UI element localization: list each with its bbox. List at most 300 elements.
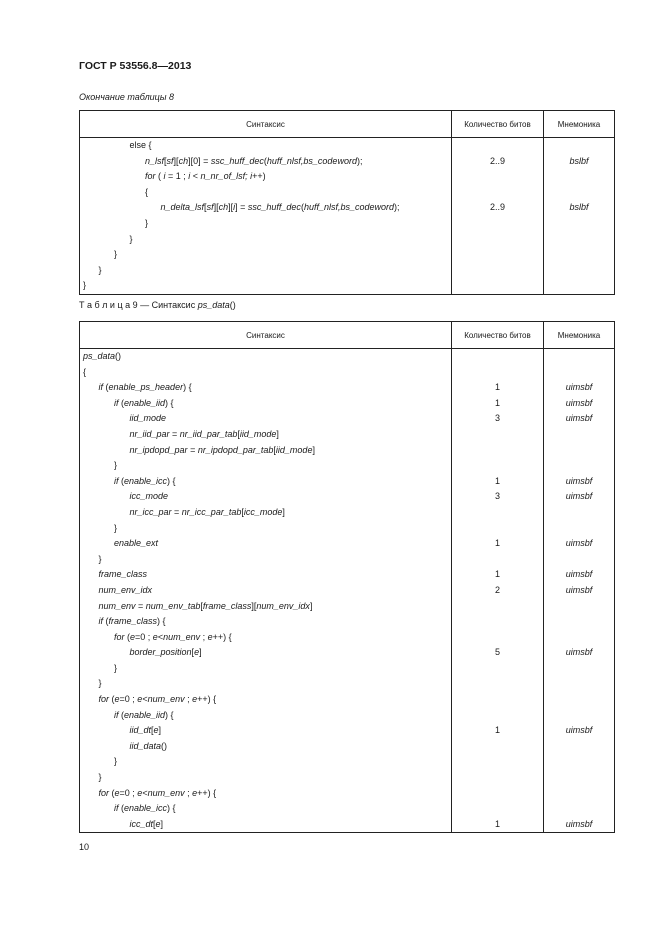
mnemonic-cell: uimsbf <box>544 411 615 427</box>
syntax-token: ][0] = <box>188 155 211 166</box>
bits-cell: 3 <box>452 489 544 505</box>
syntax-token: ) { <box>183 382 192 393</box>
syntax-cell <box>80 396 452 412</box>
bits-cell: 1 <box>452 536 544 552</box>
table-row <box>80 200 615 216</box>
syntax-token: [ <box>204 202 207 213</box>
table-row <box>80 661 615 677</box>
syntax-token: i <box>233 202 236 213</box>
mnemonic-cell: uimsbf <box>544 489 615 505</box>
bits-cell <box>452 801 544 817</box>
bits-cell <box>452 427 544 443</box>
mnemonic-cell <box>544 365 615 381</box>
syntax-token: ps_data <box>83 351 116 361</box>
bits-cell <box>452 365 544 381</box>
table-row <box>80 723 615 739</box>
mnemonic-cell <box>544 458 615 474</box>
syntax-cell <box>80 474 452 490</box>
table-header-row <box>80 322 615 349</box>
table-row <box>80 676 615 692</box>
syntax-token: ++) { <box>212 631 232 642</box>
syntax-token: if <box>98 382 103 393</box>
syntax-token: ( <box>118 709 124 720</box>
syntax-token: e <box>137 694 143 705</box>
mnemonic-cell <box>544 263 615 279</box>
table-row <box>80 754 615 770</box>
bits-cell <box>452 599 544 615</box>
syntax-cell <box>80 521 452 537</box>
syntax-token: < <box>190 171 201 182</box>
syntax-token: enable_icc <box>124 475 168 486</box>
bits-cell <box>452 786 544 802</box>
syntax-token: } <box>145 217 149 228</box>
bits-cell: 1 <box>452 817 544 833</box>
syntax-token: enable_ext <box>114 538 159 549</box>
bits-cell: 1 <box>452 396 544 412</box>
syntax-token: ) { <box>165 709 174 720</box>
syntax-token: if <box>98 616 103 627</box>
syntax-token: num_env_tab <box>145 600 201 611</box>
mnemonic-cell: uimsbf <box>544 645 615 661</box>
mnemonic-cell: bslbf <box>544 200 615 216</box>
mnemonic-cell <box>544 278 615 294</box>
bits-cell <box>452 676 544 692</box>
bits-cell: 2 <box>452 583 544 599</box>
syntax-token: < <box>157 631 164 642</box>
table-row <box>80 411 615 427</box>
syntax-token: ] <box>282 506 285 517</box>
syntax-token: ( <box>109 787 115 798</box>
syntax-token: e <box>137 787 143 798</box>
syntax-token: border_position <box>129 647 192 658</box>
syntax-cell <box>80 739 452 755</box>
syntax-token: e <box>114 787 120 798</box>
mnemonic-cell <box>544 614 615 630</box>
syntax-token: ++) { <box>197 787 217 798</box>
syntax-cell <box>80 427 452 443</box>
syntax-cell <box>80 567 452 583</box>
table-row <box>80 505 615 521</box>
table-row <box>80 599 615 615</box>
syntax-token: ; <box>184 787 193 798</box>
syntax-token: num_env_idx <box>98 584 153 595</box>
page-number: 10 <box>79 842 90 852</box>
syntax-token: [ <box>164 155 167 166</box>
syntax-token: nr_iid_par <box>129 428 170 439</box>
bits-cell: 1 <box>452 380 544 396</box>
mnemonic-cell <box>544 443 615 459</box>
column-header-syntax: Синтаксис <box>80 111 452 138</box>
syntax-token: num_env_idx <box>256 600 310 611</box>
table-row <box>80 263 615 279</box>
column-header-bits: Количество битов <box>452 111 544 138</box>
syntax-token: ] <box>312 444 315 455</box>
syntax-token: icc_mode <box>243 506 283 517</box>
syntax-token: iid_data <box>129 740 162 751</box>
syntax-cell <box>80 138 452 154</box>
syntax-cell <box>80 754 452 770</box>
table-row <box>80 567 615 583</box>
syntax-token: =0 ; <box>119 787 138 798</box>
syntax-token: ( <box>124 631 131 642</box>
syntax-cell <box>80 349 452 365</box>
table-row <box>80 630 615 646</box>
table-row <box>80 232 615 248</box>
syntax-token: enable_ps_header <box>108 382 184 393</box>
bits-cell <box>452 278 544 294</box>
syntax-token: e <box>155 818 161 829</box>
bits-cell <box>452 521 544 537</box>
syntax-token: ( <box>300 202 304 213</box>
mnemonic-cell <box>544 661 615 677</box>
syntax-token: nr_ipdopd_par_tab <box>197 444 274 455</box>
syntax-token: i <box>188 171 191 182</box>
syntax-token: n_nr_of_lsf; i <box>200 171 253 182</box>
mnemonic-cell <box>544 505 615 521</box>
table-row <box>80 396 615 412</box>
syntax-cell <box>80 458 452 474</box>
syntax-cell <box>80 708 452 724</box>
table8-end <box>79 110 615 295</box>
syntax-token: } <box>98 678 102 689</box>
bits-cell: 3 <box>452 411 544 427</box>
bits-cell <box>452 169 544 185</box>
syntax-token: nr_ipdopd_par <box>129 444 188 455</box>
column-header-bits: Количество битов <box>452 322 544 349</box>
syntax-token: } <box>83 280 87 291</box>
syntax-cell <box>80 263 452 279</box>
table9-body <box>80 349 615 833</box>
syntax-cell <box>80 411 452 427</box>
syntax-token: ch <box>218 202 229 213</box>
syntax-cell <box>80 365 452 381</box>
bits-cell <box>452 614 544 630</box>
syntax-token: ; <box>184 694 193 705</box>
syntax-token: } <box>98 772 102 783</box>
mnemonic-cell <box>544 232 615 248</box>
table-row <box>80 708 615 724</box>
bits-cell <box>452 443 544 459</box>
syntax-token: ][ <box>228 202 234 213</box>
table9-caption-prefix: Т а б л и ц а 9 — Синтаксис <box>79 300 198 310</box>
syntax-cell <box>80 489 452 505</box>
syntax-token: num_env <box>163 631 201 642</box>
bits-cell <box>452 232 544 248</box>
syntax-cell <box>80 536 452 552</box>
syntax-token: iid_dt <box>129 725 152 736</box>
mnemonic-cell: uimsbf <box>544 567 615 583</box>
syntax-token: ( <box>118 397 124 408</box>
table-row <box>80 278 615 294</box>
syntax-token: ) { <box>167 475 176 486</box>
bits-cell <box>452 630 544 646</box>
bits-cell <box>452 458 544 474</box>
syntax-token: < <box>142 694 148 705</box>
table-row <box>80 169 615 185</box>
table-row <box>80 645 615 661</box>
syntax-cell <box>80 583 452 599</box>
syntax-cell <box>80 169 452 185</box>
syntax-cell <box>80 599 452 615</box>
syntax-token: () <box>115 351 122 361</box>
bits-cell <box>452 505 544 521</box>
syntax-token: e <box>207 631 213 642</box>
syntax-token: ssc_huff_dec <box>247 202 301 213</box>
syntax-token: sf <box>166 155 174 166</box>
syntax-token: () <box>161 740 168 751</box>
syntax-token: ch <box>178 155 189 166</box>
mnemonic-cell: uimsbf <box>544 817 615 833</box>
syntax-token: iid_mode <box>129 413 167 424</box>
syntax-token: ] <box>160 818 164 829</box>
syntax-cell <box>80 723 452 739</box>
syntax-token: e <box>152 631 158 642</box>
syntax-token: else { <box>129 140 152 150</box>
column-header-syntax: Синтаксис <box>80 322 452 349</box>
table-row <box>80 489 615 505</box>
syntax-token: ( <box>103 616 109 627</box>
syntax-token: } <box>129 233 133 244</box>
table-row <box>80 138 615 154</box>
table9-caption-suffix: () <box>229 300 236 310</box>
table-row <box>80 380 615 396</box>
syntax-token: } <box>114 460 118 471</box>
syntax-token: huff_nlsf,bs_codeword <box>303 202 394 213</box>
table-row <box>80 770 615 786</box>
bits-cell <box>452 247 544 263</box>
syntax-token: ; <box>200 631 208 642</box>
mnemonic-cell <box>544 138 615 154</box>
syntax-token: n_lsf <box>145 155 165 166</box>
syntax-token: ); <box>356 155 363 166</box>
mnemonic-cell: bslbf <box>544 154 615 170</box>
syntax-token: = <box>135 600 146 611</box>
mnemonic-cell <box>544 676 615 692</box>
syntax-token: frame_class <box>98 569 148 580</box>
syntax-token: =0 ; <box>135 631 153 642</box>
table-row <box>80 521 615 537</box>
mnemonic-cell <box>544 216 615 232</box>
column-header-mnemonic: Мнемоника <box>544 322 615 349</box>
bits-cell <box>452 770 544 786</box>
mnemonic-cell <box>544 185 615 201</box>
standard-number: ГОСТ Р 53556.8—2013 <box>79 60 192 72</box>
syntax-cell <box>80 817 452 833</box>
mnemonic-cell: uimsbf <box>544 536 615 552</box>
table-row <box>80 552 615 568</box>
syntax-token: ); <box>394 202 400 213</box>
syntax-token: nr_iid_par_tab <box>179 428 238 439</box>
syntax-cell <box>80 154 452 170</box>
syntax-token: huff_nlsf,bs_codeword <box>266 155 357 166</box>
bits-cell <box>452 552 544 568</box>
syntax-token: ] <box>276 428 279 439</box>
syntax-token: ][ <box>173 155 179 166</box>
bits-cell <box>452 138 544 154</box>
syntax-token: ssc_huff_dec <box>210 155 264 166</box>
mnemonic-cell <box>544 754 615 770</box>
syntax-token: e <box>192 694 198 705</box>
bits-cell: 1 <box>452 567 544 583</box>
syntax-token: ++) <box>252 171 266 182</box>
syntax-token: } <box>98 264 102 275</box>
syntax-token: = <box>169 428 180 439</box>
syntax-token: i <box>163 171 166 182</box>
table8-continuation-caption: Окончание таблицы 8 <box>79 92 174 102</box>
syntax-cell <box>80 645 452 661</box>
mnemonic-cell <box>544 427 615 443</box>
syntax-token: ) { <box>165 397 174 408</box>
syntax-cell <box>80 786 452 802</box>
bits-cell <box>452 185 544 201</box>
syntax-token: [ <box>151 725 154 736</box>
table-row <box>80 786 615 802</box>
bits-cell <box>452 754 544 770</box>
mnemonic-cell <box>544 708 615 724</box>
bits-cell <box>452 692 544 708</box>
syntax-token: ) { <box>167 803 176 814</box>
table-row <box>80 185 615 201</box>
table9-caption-func: ps_data <box>197 300 230 310</box>
bits-cell: 1 <box>452 723 544 739</box>
bits-cell <box>452 661 544 677</box>
syntax-token: [ <box>200 600 203 611</box>
mnemonic-cell <box>544 739 615 755</box>
syntax-token: num_env <box>147 787 185 798</box>
mnemonic-cell: uimsbf <box>544 723 615 739</box>
bits-cell <box>452 263 544 279</box>
table-row <box>80 739 615 755</box>
mnemonic-cell <box>544 599 615 615</box>
table-row <box>80 614 615 630</box>
syntax-token: } <box>114 662 118 673</box>
bits-cell <box>452 216 544 232</box>
syntax-token: } <box>114 249 118 260</box>
syntax-token: ) { <box>157 616 166 627</box>
syntax-token: e <box>130 631 136 642</box>
bits-cell: 1 <box>452 474 544 490</box>
syntax-token: sf <box>206 202 214 213</box>
syntax-token: e <box>153 725 159 736</box>
syntax-token: [ <box>241 506 244 517</box>
table-row <box>80 817 615 833</box>
syntax-token: } <box>114 522 118 533</box>
syntax-token: ( <box>118 803 124 814</box>
syntax-token: for <box>98 787 110 798</box>
syntax-cell <box>80 443 452 459</box>
syntax-token: if <box>114 803 119 814</box>
syntax-token: = <box>171 506 182 517</box>
syntax-token: if <box>114 397 119 408</box>
syntax-token: frame_class <box>108 616 158 627</box>
mnemonic-cell: uimsbf <box>544 583 615 599</box>
syntax-token: iid_mode <box>275 444 313 455</box>
table-row <box>80 443 615 459</box>
syntax-token: if <box>114 709 119 720</box>
syntax-token: enable_iid <box>124 709 166 720</box>
syntax-cell <box>80 278 452 294</box>
syntax-token: } <box>98 553 102 564</box>
syntax-token: { <box>145 186 149 197</box>
table9-caption <box>79 300 236 310</box>
syntax-token: num_env <box>147 694 185 705</box>
mnemonic-cell <box>544 770 615 786</box>
syntax-token: for <box>145 171 156 182</box>
syntax-cell <box>80 614 452 630</box>
mnemonic-cell <box>544 801 615 817</box>
syntax-token: =0 ; <box>119 694 138 705</box>
table-row <box>80 536 615 552</box>
bits-cell: 2..9 <box>452 200 544 216</box>
bits-cell: 5 <box>452 645 544 661</box>
mnemonic-cell <box>544 521 615 537</box>
table8-body <box>80 138 615 295</box>
table-header-row <box>80 111 615 138</box>
syntax-cell <box>80 200 452 216</box>
syntax-token: = 1 ; <box>165 171 189 182</box>
syntax-token: ( <box>103 382 109 393</box>
syntax-cell <box>80 216 452 232</box>
table-row <box>80 474 615 490</box>
syntax-token: n_delta_lsf <box>160 202 205 213</box>
bits-cell: 2..9 <box>452 154 544 170</box>
syntax-token: [ <box>237 428 240 439</box>
syntax-token: ( <box>155 171 164 182</box>
syntax-token: nr_icc_par <box>129 506 172 517</box>
syntax-token: ] <box>199 647 202 658</box>
column-header-mnemonic: Мнемоника <box>544 111 615 138</box>
syntax-token: num_env <box>98 600 136 611</box>
table-row <box>80 154 615 170</box>
syntax-token: [ <box>191 647 195 658</box>
syntax-cell <box>80 185 452 201</box>
syntax-token: enable_iid <box>124 397 166 408</box>
mnemonic-cell <box>544 169 615 185</box>
bits-cell <box>452 708 544 724</box>
syntax-token: icc_dt <box>129 818 154 829</box>
mnemonic-cell <box>544 786 615 802</box>
mnemonic-cell: uimsbf <box>544 380 615 396</box>
syntax-token: ++) { <box>197 694 217 705</box>
table-row <box>80 349 615 365</box>
syntax-token: for <box>114 631 125 642</box>
mnemonic-cell <box>544 552 615 568</box>
syntax-cell <box>80 247 452 263</box>
syntax-token: [ <box>273 444 276 455</box>
table-row <box>80 801 615 817</box>
syntax-token: [ <box>153 818 156 829</box>
syntax-cell <box>80 661 452 677</box>
syntax-token: ] <box>309 600 313 611</box>
syntax-token: { <box>83 366 87 377</box>
syntax-cell <box>80 630 452 646</box>
bits-cell <box>452 739 544 755</box>
table-row <box>80 365 615 381</box>
syntax-token: nr_icc_par_tab <box>181 506 242 517</box>
syntax-token: ] = <box>235 202 248 213</box>
mnemonic-cell: uimsbf <box>544 396 615 412</box>
syntax-token: e <box>192 787 198 798</box>
syntax-cell <box>80 676 452 692</box>
syntax-token: ] <box>158 725 162 736</box>
table-row <box>80 216 615 232</box>
syntax-cell <box>80 505 452 521</box>
mnemonic-cell <box>544 349 615 365</box>
bits-cell <box>452 349 544 365</box>
table-row <box>80 583 615 599</box>
mnemonic-cell: uimsbf <box>544 474 615 490</box>
syntax-cell <box>80 770 452 786</box>
